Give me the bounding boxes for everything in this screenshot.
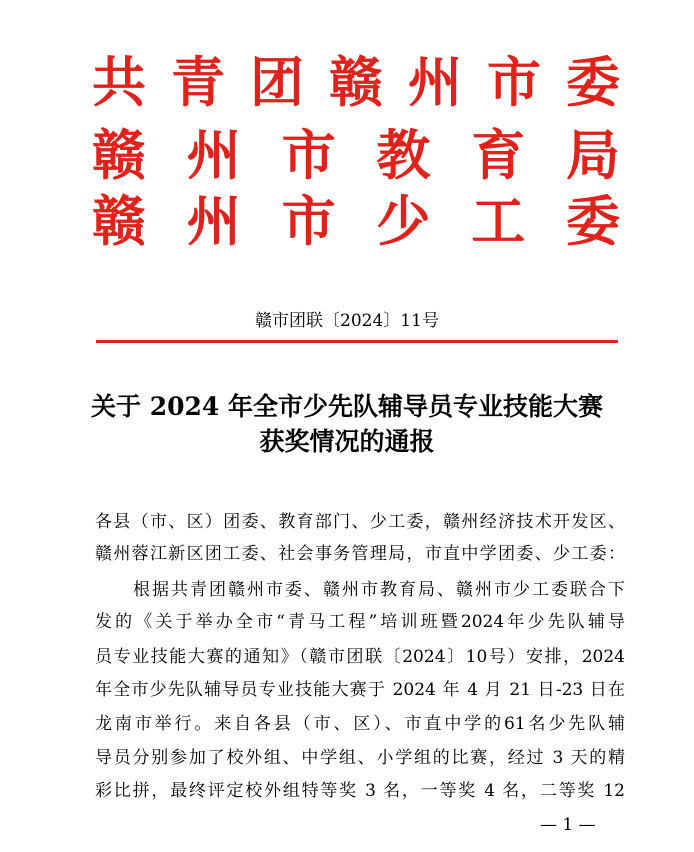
- header-char: 市: [281, 189, 336, 253]
- body-line: 各县（市、区）团委、教育部门、少工委，赣州经济技术开发区、: [95, 512, 625, 532]
- body-line: 赣州蓉江新区团工委、社会事务管理局，市直中学团委、少工委：: [95, 544, 625, 564]
- header-char: 少: [376, 189, 431, 253]
- red-divider-line: [96, 340, 618, 343]
- document-title-line-1: 关于 2024 年全市少先队辅导员专业技能大赛: [91, 392, 603, 421]
- body-line: 导员分别参加了校外组、中学组、小学组的比赛，经过 3 天的精: [95, 748, 625, 768]
- header-char: 委: [565, 189, 620, 253]
- header-org-line-3: [92, 188, 620, 254]
- header-char: 州: [408, 50, 462, 114]
- header-char: 教: [376, 123, 431, 187]
- header-char: 市: [487, 50, 541, 114]
- body-line: 根据共青团赣州市委、赣州市教育局、赣州市少工委联合下: [95, 580, 625, 600]
- header-char: 州: [186, 123, 241, 187]
- header-char: 团: [250, 50, 304, 114]
- body-line: 龙南市举行。来自各县（市、区）、市直中学的61名少先队辅: [95, 714, 625, 734]
- header-char: 工: [471, 189, 526, 253]
- page-number: — 1 —: [540, 815, 596, 835]
- body-line: 年全市少先队辅导员专业技能大赛于 2024 年 4 月 21 日-23 日在: [95, 680, 625, 700]
- header-org-line-2: [92, 122, 620, 188]
- header-char: 市: [281, 123, 336, 187]
- header-char: 赣: [92, 123, 146, 187]
- body-line: 员专业技能大赛的通知》（赣市团联〔2024〕10号）安排，2024: [95, 647, 625, 667]
- header-char: 局: [565, 123, 620, 187]
- document-title-line-2: 获奖情况的通报: [259, 427, 435, 456]
- body-line: 发的《关于举办全市“青马工程”培训班暨2024年少先队辅导: [95, 612, 625, 632]
- header-char: 州: [186, 189, 241, 253]
- header-char: 赣: [92, 189, 146, 253]
- header-char: 育: [471, 123, 526, 187]
- header-char: 共: [92, 50, 146, 114]
- header-char: 赣: [329, 50, 383, 114]
- header-org-line-1: [92, 49, 620, 115]
- document-number: 赣市团联〔2024〕11号: [255, 311, 439, 331]
- header-char: 青: [171, 50, 225, 114]
- body-line: 彩比拼，最终评定校外组特等奖 3 名，一等奖 4 名，二等奖 12: [95, 781, 625, 801]
- header-char: 委: [566, 50, 620, 114]
